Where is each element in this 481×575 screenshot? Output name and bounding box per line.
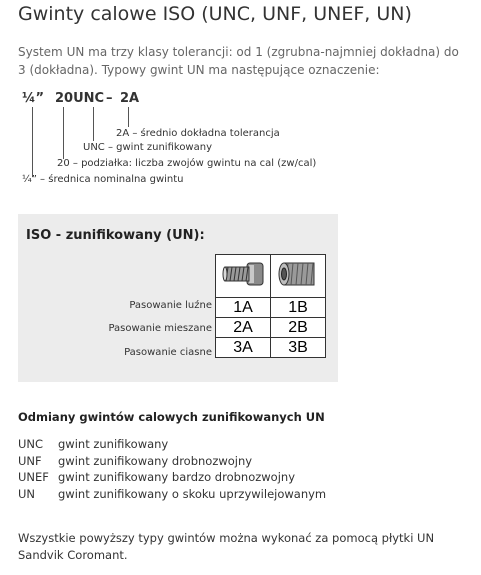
note-series: UNC – gwint zunifikowany (83, 142, 212, 153)
fit-tight-external: 3A (216, 338, 271, 358)
variant-desc: gwint zunifikowany o skoku uprzywilejowanym (58, 486, 327, 501)
thread-designation-diagram (0, 88, 481, 188)
designation-series: 20UNC (55, 91, 105, 106)
tolerance-fit-box (18, 214, 338, 382)
row-label-mixed: Pasowanie mieszane (108, 323, 212, 334)
fit-loose-external: 1A (216, 298, 271, 318)
box-title: ISO - zunifikowany (UN): (26, 228, 205, 243)
fit-mixed-external: 2A (216, 318, 271, 338)
intro-text: System UN ma trzy klasy tolerancji: od 1 (zgrubna-najmniej dokładna) do 3 (dokładna). Typowy gwint UN ma następujące oznaczenie: (18, 45, 459, 77)
leader-pitch (63, 107, 64, 159)
designation-dash: – (106, 91, 113, 106)
internal-thread-nut-icon (271, 255, 326, 298)
variant-desc: gwint zunifikowany bardzo drobnozwojny (58, 470, 295, 484)
fit-class-table (215, 254, 326, 358)
variant-code: UN (18, 486, 36, 501)
footer-note: Wszystkie powyższy typy gwintów można wykonać za pomocą płytki UN Sandvik Coromant. (18, 531, 435, 562)
leader-diameter (32, 107, 33, 177)
designation-diameter: ¼” (22, 91, 45, 106)
variants-heading: Odmiany gwintów calowych zunifikowanych UN (18, 410, 325, 424)
row-label-tight: Pasowanie ciasne (124, 347, 212, 358)
variant-code: UNC (18, 437, 44, 451)
page-title: Gwinty calowe ISO (UNC, UNF, UNEF, UN) (18, 3, 412, 25)
note-pitch: 20 – podziałka: liczba zwojów gwintu na cal (zw/cal) (57, 158, 317, 169)
leader-class (128, 107, 129, 127)
note-diameter: ¼” – średnica nominalna gwintu (22, 174, 184, 185)
variant-code: UNEF (18, 470, 49, 484)
designation-class: 2A (120, 91, 140, 106)
external-thread-bolt-icon (216, 255, 271, 298)
note-class: 2A – średnio dokładna tolerancja (116, 128, 280, 139)
row-label-loose: Pasowanie luźne (129, 300, 212, 311)
variant-code: UNF (18, 453, 42, 468)
fit-mixed-internal: 2B (271, 318, 326, 338)
leader-series (93, 107, 94, 141)
fit-loose-internal: 1B (271, 298, 326, 318)
variant-desc: gwint zunifikowany (58, 437, 169, 451)
variant-desc: gwint zunifikowany drobnozwojny (58, 453, 253, 468)
fit-tight-internal: 3B (271, 338, 326, 358)
